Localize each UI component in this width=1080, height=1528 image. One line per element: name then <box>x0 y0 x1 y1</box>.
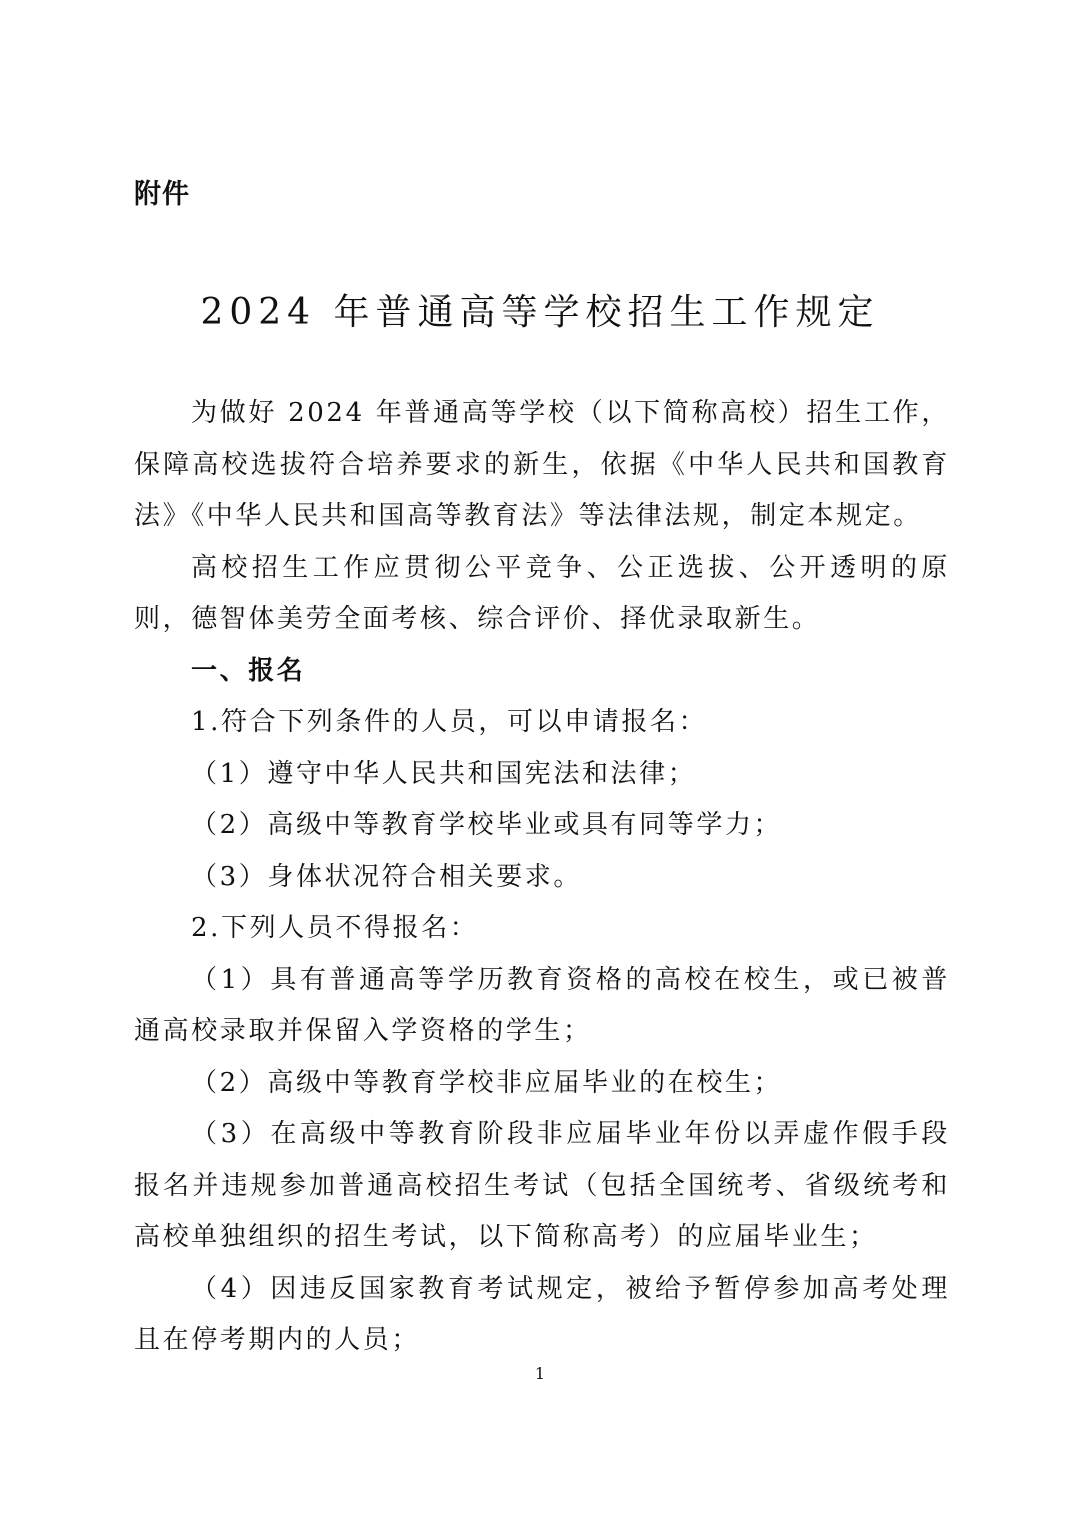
section-heading-registration: 一、报名 <box>191 655 306 686</box>
condition-item: （1）遵守中华人民共和国宪法和法律； <box>191 758 697 789</box>
intro-paragraph: 为做好 2024 年普通高等学校（以下简称高校）招生工作，保障高校选拔符合培养要求的新生，依据《中华人民共和国教育法》《中华人民共和国高等教育法》等法律法规，制定本规定。 <box>134 398 950 531</box>
eligibility-clause: 1.符合下列条件的人员，可以申请报名： <box>191 707 708 737</box>
principle-paragraph: 高校招生工作应贯彻公平竞争、公正选拔、公开透明的原则，德智体美劳全面考核、综合评价、择优录取新生。 <box>134 552 950 634</box>
attachment-label: 附件 <box>134 179 190 210</box>
exclusion-item: （2）高级中等教育学校非应届毕业的在校生； <box>191 1067 783 1098</box>
exclusion-item: （1）具有普通高等学历教育资格的高校在校生，或已被普通高校录取并保留入学资格的学生； <box>134 964 950 1046</box>
exclusion-clause: 2.下列人员不得报名： <box>191 913 479 943</box>
exclusion-item: （4）因违反国家教育考试规定，被给予暂停参加高考处理且在停考期内的人员； <box>134 1273 950 1355</box>
condition-item: （2）高级中等教育学校毕业或具有同等学力； <box>191 810 783 840</box>
document-title: 2024 年普通高等学校招生工作规定 <box>200 292 880 333</box>
exclusion-item: （3）在高级中等教育阶段非应届毕业年份以弄虚作假手段报名并违规参加普通高校招生考试（包括全国统考、省级统考和高校单独组织的招生考试，以下简称高考）的应届毕业生； <box>134 1119 950 1252</box>
document-body <box>134 388 950 1367</box>
page-number: 1 <box>534 1364 546 1383</box>
condition-item: （3）身体状况符合相关要求。 <box>191 861 582 892</box>
